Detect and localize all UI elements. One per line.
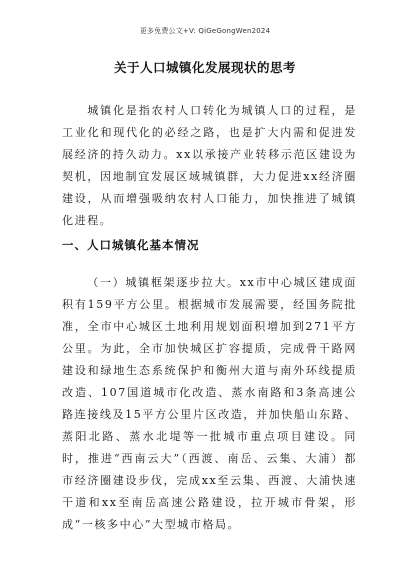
section-1-heading: 一、人口城镇化基本情况	[62, 238, 200, 252]
header-note: 更多免费公文+V: QiGeGongWen2024	[139, 27, 271, 35]
document-title: 关于人口城镇化发展现状的思考	[113, 60, 296, 75]
section-1-body	[62, 272, 357, 536]
intro-paragraph: 城镇化是指农村人口转化为城镇人口的过程，是工业化和现代化的必经之路，也是扩大内需和促进发展经济的持久动力。xx以承接产业转移示范区建设为契机，因地制宜发展区域城镇群，大力促进xx经济圈建设，从而增强吸纳农村人口能力，加快推进了城镇化进程。	[62, 104, 357, 227]
intro-section	[62, 100, 357, 232]
section-1-paragraph-1: （一）城镇框架逐步拉大。xx市中心城区建成面积有159平方公里。根据城市发展需要，经国务院批准，全市中心城区土地利用规划面积增加到271平方公里。为此，全市加快城区扩容提质，完成骨干路网建设和绿地生态系统保护和衡州大道与南外环线提质改造、107国道城市化改造、蒸水南路和3条高速公路连接线及15平方公里片区改造，并加快船山东路、蒸阳北路、蒸水北堤等一批城市重点项目建设。同时，推进“西南云大”（西渡、南岳、云集、大浦）都市经济圈建设步伐，完成xx至云集、西渡、大浦快速干道和xx至南岳高速公路建设，拉开城市骨架，形成“一核多中心”大型城市格局。	[62, 276, 357, 531]
